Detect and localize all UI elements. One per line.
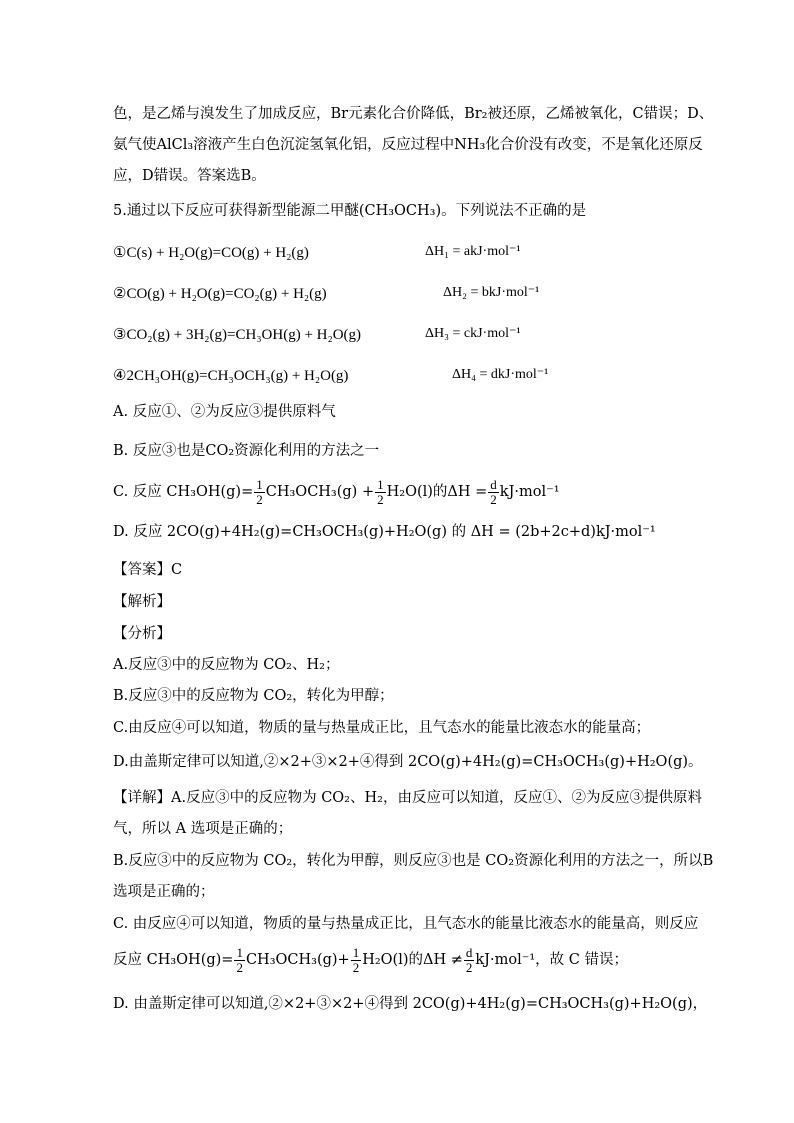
fraction-half: $\frac{1}{2}$ (377, 476, 384, 507)
analysis-c: C.由反应④可以知道，物质的量与热量成正比，且气态水的能量比液态水的能量高； (113, 720, 651, 736)
fraction-half: $\frac{1}{2}$ (236, 944, 243, 975)
detail6-post: H₂O(l)的ΔH ≠ (362, 952, 463, 968)
reaction-3-enthalpy: ΔH₃ = ckJ·mol⁻¹ (425, 326, 521, 341)
analysis-b: B.反应③中的反应物为 CO₂，转化为甲醇； (113, 688, 394, 704)
detail-line-4: 选项是正确的； (113, 884, 215, 900)
prev-text-line-1: 色，是乙烯与溴发生了加成反应，Br元素化合价降低，Br₂被还原，乙烯被氧化，C错误；D、 (113, 106, 714, 122)
analysis-a: A.反应③中的反应物为 CO₂、H₂； (113, 657, 340, 673)
option-c-post: H₂O(l)的ΔH = (386, 484, 488, 500)
option-c (113, 477, 560, 507)
option-c-mid: CH₃OCH₃(g) + (265, 484, 375, 500)
reaction-1-enthalpy: ΔH₁ = akJ·mol⁻¹ (425, 244, 521, 259)
detail-line-2: 气，所以 A 选项是正确的； (113, 821, 293, 837)
option-c-unit: kJ·mol⁻¹ (499, 484, 560, 500)
detail-line-1: 【详解】A.反应③中的反应物为 CO₂、H₂，由反应可以知道，反应①、②为反应③提供原料 (113, 790, 702, 806)
reaction-2-enthalpy: ΔH₂ = bkJ·mol⁻¹ (443, 285, 540, 300)
question-stem: 5.通过以下反应可获得新型能源二甲醚(CH₃OCH₃)。下列说法不正确的是 (113, 203, 587, 219)
analysis-d: D.由盖斯定律可以知道,②×2+③×2+④得到 2CO(g)+4H₂(g)=CH₃OCH₃(g)+H₂O(g)。 (113, 754, 703, 770)
fraction-d-over-2: $\frac{d}{2}$ (490, 476, 497, 507)
detail6-pre: 反应 CH₃OH(g)= (113, 952, 234, 968)
fraction-d-over-2: $\frac{d}{2}$ (465, 944, 473, 975)
analysis-heading: 【解析】 (113, 594, 171, 610)
reaction-4-enthalpy: ΔH₄ = dkJ·mol⁻¹ (452, 367, 549, 382)
fraction-half: $\frac{1}{2}$ (256, 476, 263, 507)
detail-line-3: B.反应③中的反应物为 CO₂，转化为甲醇，则反应③也是 CO₂资源化利用的方法之一，所以B (113, 853, 714, 869)
prev-text-line-3: 应，D错误。答案选B。 (113, 168, 266, 184)
reaction-4-equation: ④2CH₃OH(g)=CH₃OCH₃(g) + H₂O(g) (113, 368, 349, 384)
detail6-mid: CH₃OCH₃(g)+ (245, 952, 350, 968)
fenxi-heading: 【分析】 (113, 626, 171, 642)
fraction-half: $\frac{1}{2}$ (352, 944, 360, 975)
detail6-tail: kJ·mol⁻¹，故 C 错误； (475, 952, 628, 968)
option-b: B. 反应③也是CO₂资源化利用的方法之一 (113, 443, 380, 459)
detail-line-7: D. 由盖斯定律可以知道,②×2+③×2+④得到 2CO(g)+4H₂(g)=CH₃OCH₃(g)+H₂O(g)， (113, 996, 708, 1012)
detail-line-6 (113, 945, 628, 975)
detail-line-5: C. 由反应④可以知道，物质的量与热量成正比，且气态水的能量比液态水的能量高，则反应 (113, 916, 699, 932)
answer-label: 【答案】C (113, 562, 183, 578)
prev-text-line-2: 氨气使AlCl₃溶液产生白色沉淀氢氧化铝，反应过程中NH₃化合价没有改变，不是氧化还原反 (113, 137, 703, 153)
reaction-2-equation: ②CO(g) + H₂O(g)=CO₂(g) + H₂(g) (113, 286, 327, 302)
option-d: D. 反应 2CO(g)+4H₂(g)=CH₃OCH₃(g)+H₂O(g) 的 ΔH = (2b+2c+d)kJ·mol⁻¹ (113, 524, 656, 540)
reaction-3-equation: ③CO₂(g) + 3H₂(g)=CH₃OH(g) + H₂O(g) (113, 327, 362, 343)
option-c-pre: C. 反应 CH₃OH(g)= (113, 484, 254, 500)
option-a: A. 反应①、②为反应③提供原料气 (113, 404, 336, 420)
reaction-1-equation: ①C(s) + H₂O(g)=CO(g) + H₂(g) (113, 245, 309, 261)
